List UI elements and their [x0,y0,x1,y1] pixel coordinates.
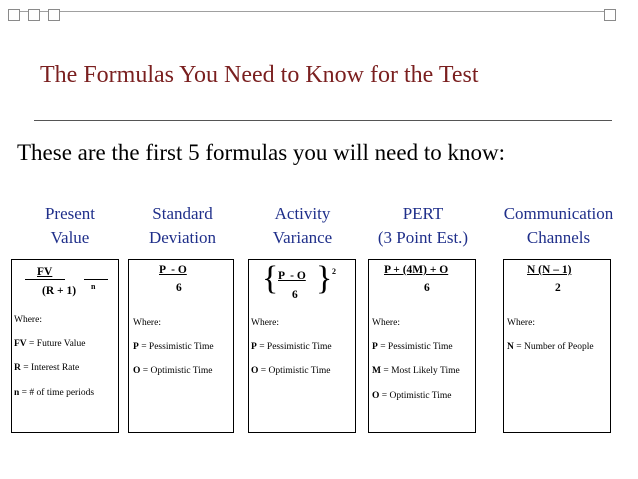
heading-pert [362,202,484,250]
heading-line: Variance [272,228,333,247]
decoration-square [48,9,60,21]
formula-card-present-value [11,259,119,433]
variable-definition: n = # of time periods [14,388,95,398]
decoration-square [28,9,40,21]
formula-exponent: 2 [332,267,336,276]
formula-denominator: (R + 1) [42,285,77,297]
heading-activity-variance [255,202,350,250]
fraction-bar [84,279,108,280]
heading-line: Value [50,228,90,247]
where-label: Where: [14,315,42,325]
fraction-bar [25,279,65,280]
variable-definition: O = Optimistic Time [251,366,331,376]
formula-numerator: FV [37,266,53,278]
variable-definition: M = Most Likely Time [372,366,460,376]
decoration-square [604,9,616,21]
heading-line: Present [44,204,96,223]
heading-line: Activity [274,204,331,223]
heading-line: Standard [152,204,213,223]
heading-present-value [25,202,115,250]
formula-denominator: 6 [424,282,430,294]
formula-numerator: P - O [278,270,306,282]
formula-card-activity-variance [248,259,356,433]
where-label: Where: [251,318,279,328]
where-label: Where: [133,318,161,328]
formula-numerator: P - O [159,264,187,276]
formula-exponent: n [91,282,96,291]
variable-definition: N = Number of People [507,342,594,352]
heading-standard-deviation [135,202,230,250]
variable-definition: P = Pessimistic Time [133,342,214,352]
heading-line: (3 Point Est.) [377,228,469,247]
heading-line: Communication [503,204,614,223]
formula-numerator: N (N – 1) [527,264,572,276]
heading-line: Channels [526,228,591,247]
heading-communication-channels [491,202,626,250]
formula-card-standard-deviation [128,259,234,433]
right-brace-icon: } [316,260,333,297]
variable-definition: FV = Future Value [14,339,86,349]
formula-card-pert [368,259,476,433]
decoration-square [8,9,20,21]
variable-definition: R = Interest Rate [14,363,80,373]
formula-numerator: P + (4M) + O [384,264,449,276]
formula-denominator: 2 [555,282,561,294]
heading-line: PERT [402,204,444,223]
heading-line: Deviation [148,228,217,247]
slide-subtitle: These are the first 5 formulas you will need to know: [17,140,505,165]
title-rule [34,120,612,121]
variable-definition: P = Pessimistic Time [372,342,453,352]
top-decoration [8,9,628,21]
slide-title: The Formulas You Need to Know for the Test [40,62,479,88]
where-label: Where: [372,318,400,328]
formula-card-communication-channels [503,259,611,433]
where-label: Where: [507,318,535,328]
formula-denominator: 6 [176,282,182,294]
variable-definition: O = Optimistic Time [133,366,213,376]
left-brace-icon: { [262,260,279,297]
variable-definition: P = Pessimistic Time [251,342,332,352]
variable-definition: O = Optimistic Time [372,391,452,401]
formula-denominator: 6 [292,289,298,301]
